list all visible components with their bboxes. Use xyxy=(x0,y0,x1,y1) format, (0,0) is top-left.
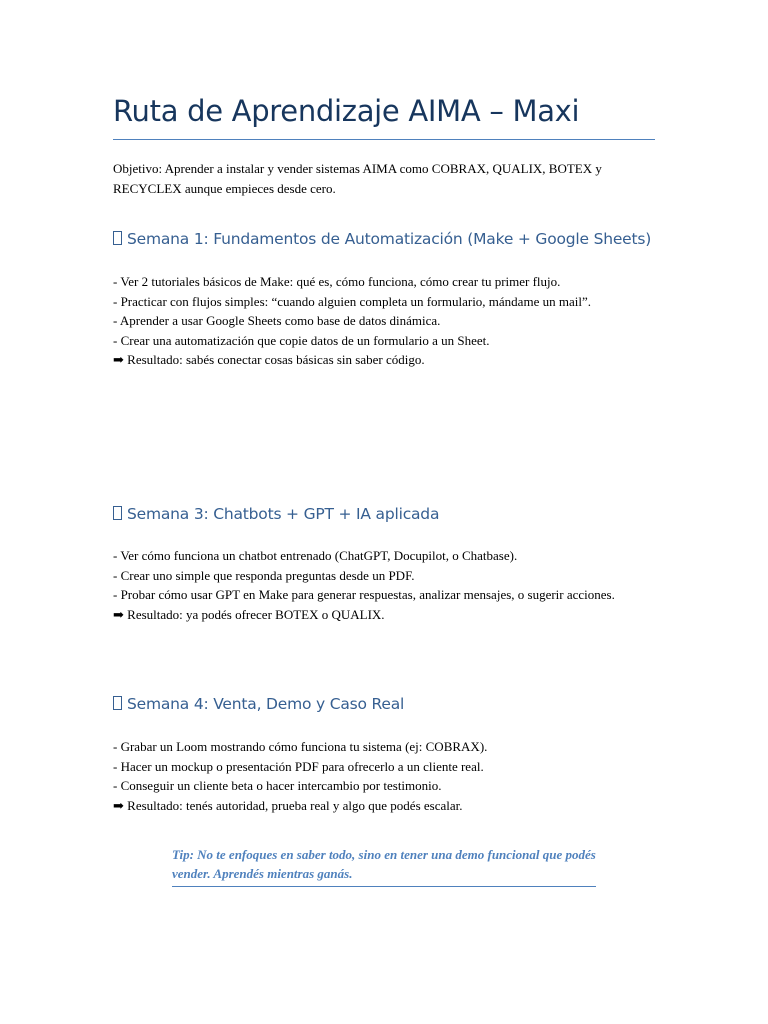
result-line: ➡ Resultado: sabés conectar cosas básicas sin saber código. xyxy=(113,352,425,367)
missing-glyph-icon xyxy=(113,696,122,710)
tip-quote: Tip: No te enfoques en saber todo, sino en tener una demo funcional que podés vender. Aprendés mientras ganás. xyxy=(172,847,596,881)
section-body-week-3 xyxy=(113,546,655,624)
list-item: - Ver cómo funciona un chatbot entrenado (ChatGPT, Docupilot, o Chatbase). xyxy=(113,548,518,563)
list-item: - Conseguir un cliente beta o hacer intercambio por testimonio. xyxy=(113,778,442,793)
section-heading-text: Semana 4: Venta, Demo y Caso Real xyxy=(127,695,405,713)
section-body-week-4 xyxy=(113,737,655,815)
section-body-week-1 xyxy=(113,272,655,370)
list-item: - Grabar un Loom mostrando cómo funciona tu sistema (ej: COBRAX). xyxy=(113,739,488,754)
list-item: - Aprender a usar Google Sheets como base de datos dinámica. xyxy=(113,313,441,328)
section-heading-week-1 xyxy=(113,230,673,248)
section-heading-text: Semana 1: Fundamentos de Automatización (Make + Google Sheets) xyxy=(127,230,652,248)
section-heading-week-3 xyxy=(113,505,673,523)
page-title: Ruta de Aprendizaje AIMA – Maxi xyxy=(113,94,580,128)
section-heading-week-4 xyxy=(113,695,673,713)
list-item: - Probar cómo usar GPT en Make para generar respuestas, analizar mensajes, o sugerir acciones. xyxy=(113,587,615,602)
list-item: - Hacer un mockup o presentación PDF para ofrecerlo a un cliente real. xyxy=(113,758,484,774)
section-heading-text: Semana 3: Chatbots + GPT + IA aplicada xyxy=(127,505,440,523)
list-item: - Practicar con flujos simples: “cuando alguien completa un formulario, mándame un mail”. xyxy=(113,293,591,309)
list-item: - Crear uno simple que responda preguntas desde un PDF. xyxy=(113,567,415,583)
objective-line: RECYCLEX aunque empieces desde cero. xyxy=(113,180,336,196)
result-line: ➡ Resultado: tenés autoridad, prueba real y algo que podés escalar. xyxy=(113,797,463,813)
objective-paragraph xyxy=(113,159,655,198)
missing-glyph-icon xyxy=(113,231,122,245)
objective-line: Objetivo: Aprender a instalar y vender sistemas AIMA como COBRAX, QUALIX, BOTEX y xyxy=(113,161,602,176)
tip-underline xyxy=(172,886,596,887)
result-line: ➡ Resultado: ya podés ofrecer BOTEX o QUALIX. xyxy=(113,606,385,622)
list-item: - Crear una automatización que copie datos de un formulario a un Sheet. xyxy=(113,332,490,348)
list-item: - Ver 2 tutoriales básicos de Make: qué es, cómo funciona, cómo crear tu primer flujo. xyxy=(113,274,561,289)
missing-glyph-icon xyxy=(113,506,122,520)
title-underline xyxy=(113,139,655,140)
